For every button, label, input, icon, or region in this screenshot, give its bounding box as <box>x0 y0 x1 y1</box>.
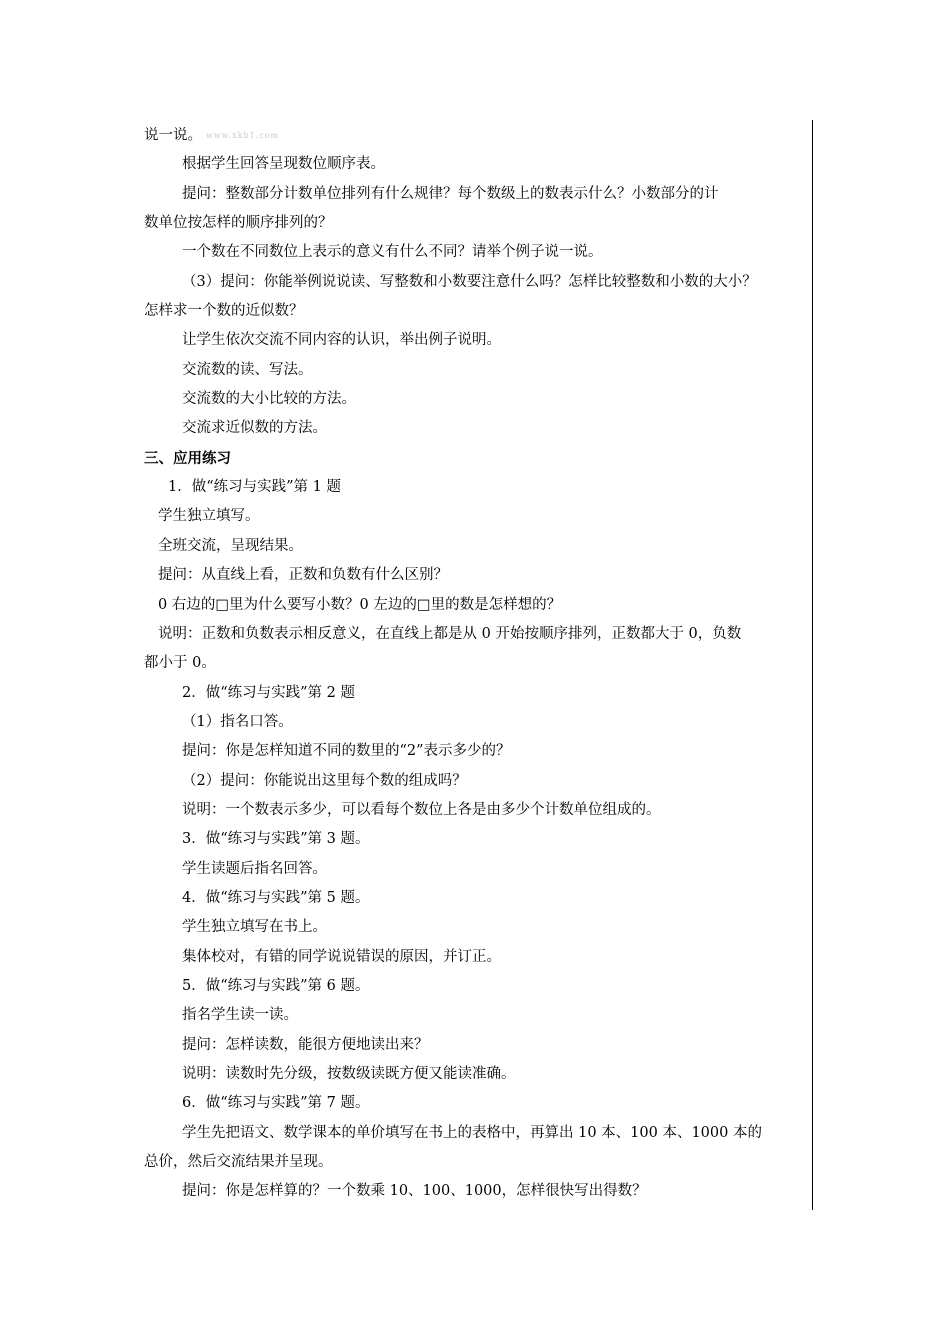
text-line: 说明：正数和负数表示相反意义，在直线上都是从 0 开始按顺序排列，正数都大于 0，负数 <box>158 625 742 642</box>
text-line: 提问：怎样读数，能很方便地读出来？ <box>182 1036 429 1053</box>
text-line: 怎样求一个数的近似数？ <box>144 303 304 320</box>
text-line: （2）提问：你能说出这里每个数的组成吗？ <box>182 772 467 789</box>
text-line: 提问：你是怎样算的？一个数乘 10、100、1000，怎样很快写出得数？ <box>182 1183 647 1200</box>
text-line: 交流数的读、写法。 <box>182 361 313 378</box>
text-line: 学生独立填写。 <box>158 508 260 525</box>
text-line: 集体校对，有错的同学说说错误的原因，并订正。 <box>182 948 501 965</box>
text-line: 全班交流，呈现结果。 <box>158 537 303 554</box>
text-line: 交流数的大小比较的方法。 <box>182 391 356 408</box>
text-line: 学生独立填写在书上。 <box>182 919 327 936</box>
text-line: 学生读题后指名回答。 <box>182 860 327 877</box>
right-border-line <box>812 120 813 1210</box>
text-line: 学生先把语文、数学课本的单价填写在书上的表格中，再算出 10 本、100 本、1000 本的 <box>182 1124 762 1141</box>
text-line: 2．做“练习与实践”第 2 题 <box>182 684 355 701</box>
text-line: 三、应用练习 <box>144 449 231 467</box>
text-line: 说明：一个数表示多少，可以看每个数位上各是由多少个计数单位组成的。 <box>182 801 661 818</box>
text-line: 6．做“练习与实践”第 7 题。 <box>182 1095 370 1112</box>
text-line: （3）提问：你能举例说说读、写整数和小数要注意什么吗？怎样比较整数和小数的大小？ <box>182 273 757 290</box>
text-line: 4．做“练习与实践”第 5 题。 <box>182 889 370 906</box>
text-line: 0 右边的□里为什么要写小数？0 左边的□里的数是怎样想的？ <box>158 596 562 613</box>
text-line: （1）指名口答。 <box>182 713 293 730</box>
watermark-text: www.xkb1.com <box>206 131 280 140</box>
document-body <box>144 121 812 1207</box>
text-line: 让学生依次交流不同内容的认识，举出例子说明。 <box>182 332 501 349</box>
text-line: 3．做“练习与实践”第 3 题。 <box>182 831 370 848</box>
text-line: 交流求近似数的方法。 <box>182 420 327 437</box>
text-line: 说明：读数时先分级，按数级读既方便又能读准确。 <box>182 1066 516 1082</box>
text-line: 提问：从直线上看，正数和负数有什么区别？ <box>158 567 448 584</box>
text-line: 数单位按怎样的顺序排列的？ <box>144 215 333 232</box>
text-line: 提问：整数部分计数单位排列有什么规律？每个数级上的数表示什么？小数部分的计 <box>182 185 719 202</box>
text-line: 总价，然后交流结果并呈现。 <box>144 1154 333 1171</box>
text-line: 5．做“练习与实践”第 6 题。 <box>182 977 370 994</box>
text-line: 指名学生读一读。 <box>182 1007 298 1024</box>
text-line: 一个数在不同数位上表示的意义有什么不同？请举个例子说一说。 <box>182 244 603 261</box>
text-line: 1．做“练习与实践”第 1 题 <box>168 479 341 496</box>
text-line: 说一说。 www.xkb1.com <box>144 127 280 144</box>
text-line: 根据学生回答呈现数位顺序表。 <box>182 156 385 173</box>
text-line: 提问：你是怎样知道不同的数里的“2”表示多少的？ <box>182 743 511 760</box>
text-line: 都小于 0。 <box>144 655 216 672</box>
